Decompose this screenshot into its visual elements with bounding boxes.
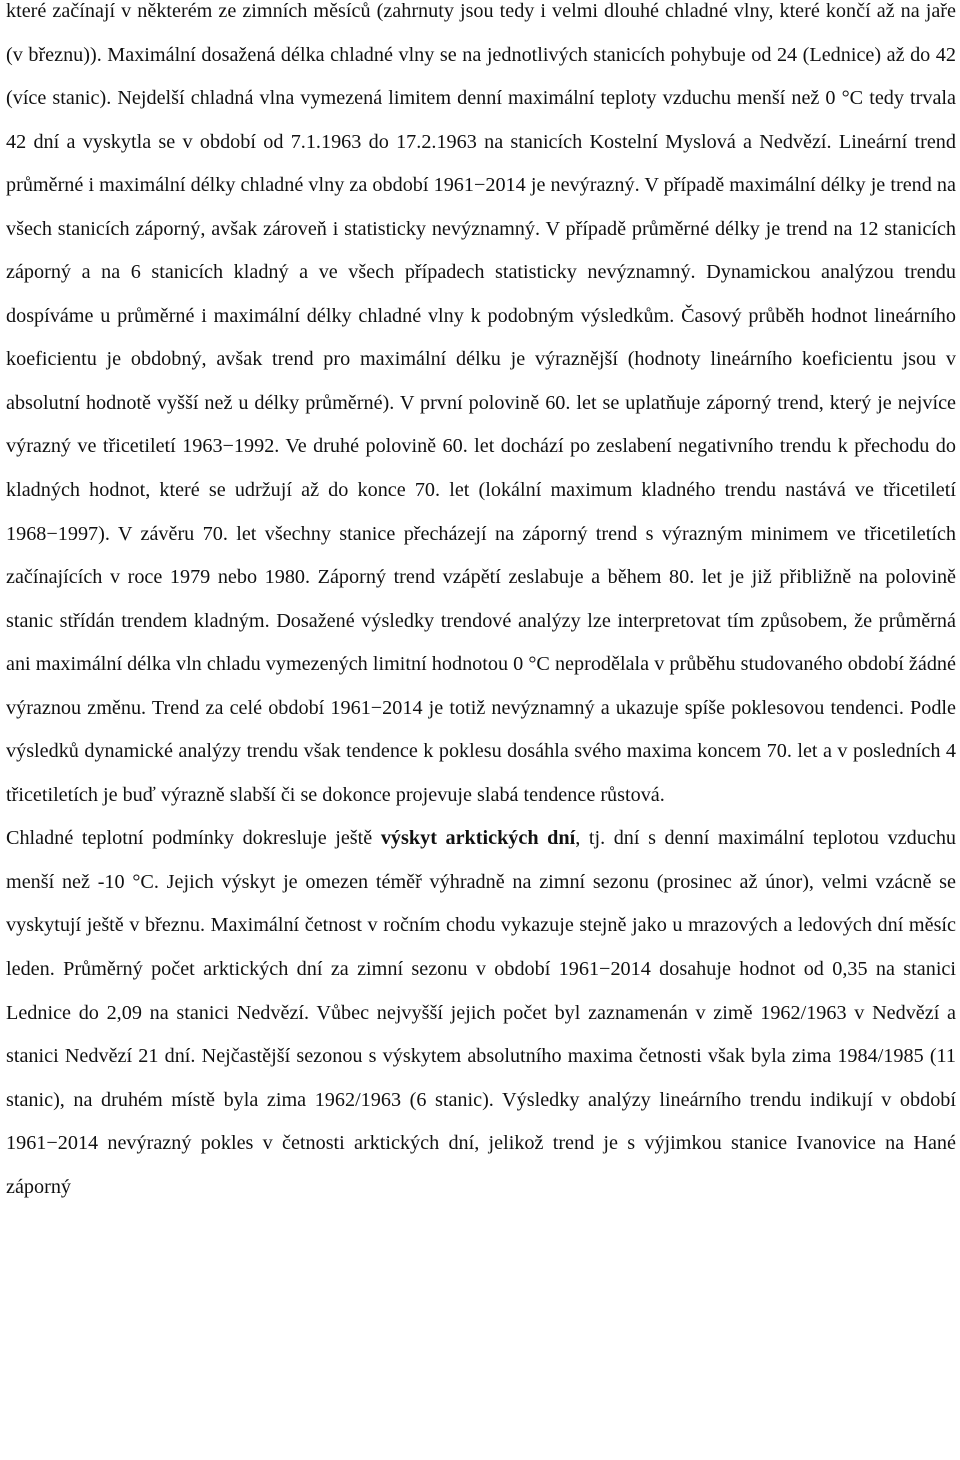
- paragraph-arctic-days-body: , tj. dní s denní maximální teplotou vzduchu menší než -10 °C. Jejich výskyt je omezen téměř výhradně na zimní sezonu (prosinec až únor), velmi vzácně se vyskytují ještě v březnu. Maximální četnost v ročním chodu vykazuje stejně jako u mrazových a ledových dní měsíc leden. Průměrný počet arktických dní za zimní sezonu v období 1961−2014 dosahuje hodnot od 0,35 na stanici Lednice do 2,09 na stanici Nedvězí. Vůbec nejvyšší jejich počet byl zaznamenán v zimě 1962/1963 v Nedvězí a stanici Nedvězí 21 dní. Nejčastější sezonou s výskytem absolutního maxima četnosti však byla zima 1984/1985 (11 stanic), na druhém místě byla zima 1962/1963 (6 stanic). Výsledky analýzy lineárního trendu indikují v období 1961−2014 nevýrazný pokles v četnosti arktických dní, jelikož trend je s výjimkou stanice Ivanovice na Hané záporný: [6, 827, 957, 1198]
- paragraph-cold-wave-length: které začínají v některém ze zimních měsíců (zahrnuty jsou tedy i velmi dlouhé chladné vlny, které končí až na jaře (v březnu)). Maximální dosažená délka chladné vlny se na jednotlivých stanicích pohybuje od 24 (Lednice) až do 42 (více stanic). Nejdelší chladná vlna vymezená limitem denní maximální teploty vzduchu menší než 0 °C tedy trvala 42 dní a vyskytla se v období od 7.1.1963 do 17.2.1963 na stanicích Kostelní Myslová a Nedvězí. Lineární trend průměrné i maximální délky chladné vlny za období 1961−2014 je nevýrazný. V případě maximální délky je trend na všech stanicích záporný, avšak zároveň i statisticky nevýznamný. V případě průměrné délky je trend na 12 stanicích záporný a na 6 stanicích kladný a ve všech případech statisticky nevýznamný. Dynamickou analýzou trendu dospíváme u průměrné i maximální délky chladné vlny k podobným výsledkům. Časový průběh hodnot lineárního koeficientu je obdobný, avšak trend pro maximální délku je výraznější (hodnoty lineárního koeficientu jsou v absolutní hodnotě vyšší než u délky průměrné). V první polovině 60. let se uplatňuje záporný trend, který je nejvíce výrazný ve třicetiletí 1963−1992. Ve druhé polovině 60. let dochází po zeslabení negativního trendu k přechodu do kladných hodnot, které se udržují až do konce 70. let (lokální maximum kladného trendu nastává ve třicetiletí 1968−1997). V závěru 70. let všechny stanice přecházejí na záporný trend s výrazným minimem ve třicetiletích začínajících v roce 1979 nebo 1980. Záporný trend vzápětí zeslabuje a během 80. let je již přibližně na polovině stanic střídán trendem kladným. Dosažené výsledky trendové analýzy lze interpretovat tím způsobem, že průměrná ani maximální délka vln chladu vymezených limitní hodnotou 0 °C neprodělala v průběhu studovaného období žádné výraznou změnu. Trend za celé období 1961−2014 je totiž nevýznamný a ukazuje spíše poklesovou tendenci. Podle výsledků dynamické analýzy trendu však tendence k poklesu dosáhla svého maxima koncem 70. let a v posledních 4 třicetiletích je buď výrazně slabší či se dokonce projevuje slabá tendence růstová.: [6, 0, 956, 806]
- paragraph-arctic-days-intro: Chladné teplotní podmínky dokresluje ještě: [6, 827, 381, 850]
- paragraph-arctic-days: [6, 817, 956, 1209]
- arctic-days-term: výskyt arktických dní: [380, 827, 576, 850]
